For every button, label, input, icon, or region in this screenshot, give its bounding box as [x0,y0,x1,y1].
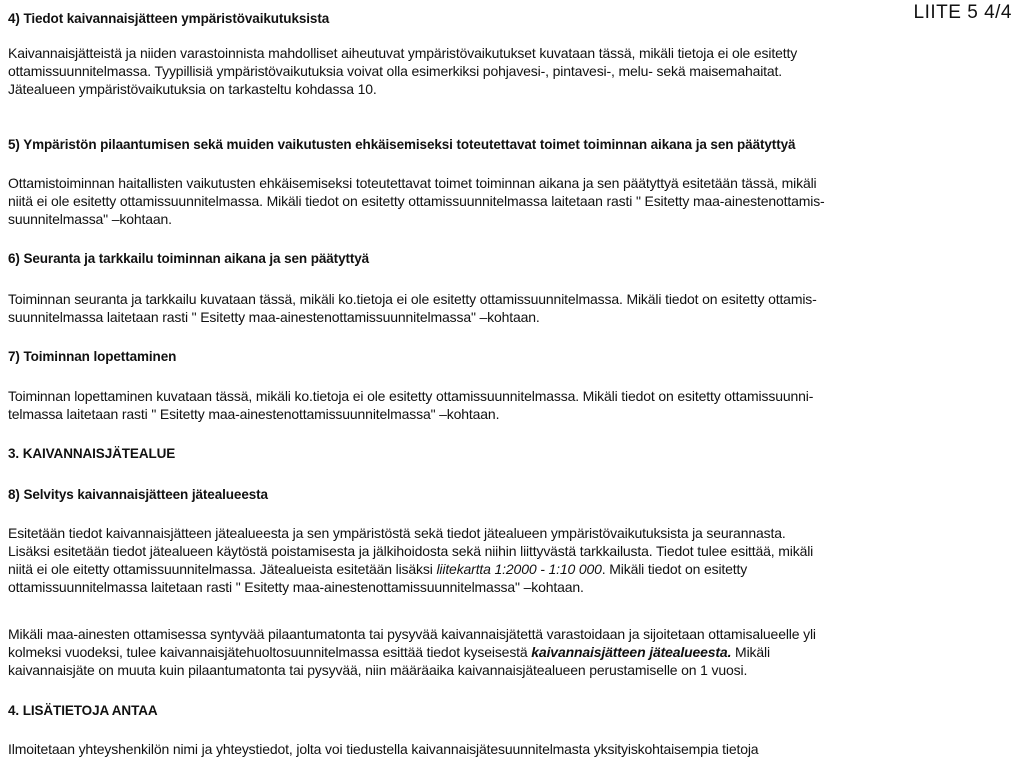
text-run: . Mikäli tiedot on esitetty [601,561,748,577]
text-line: Ilmoitetaan yhteyshenkilön nimi ja yhteystiedot, jolta voi tiedustella kaivannaisjätesuunnitelmasta yksityiskohtaisempia tietoja [8,741,759,757]
text-run: Mikäli [731,644,770,660]
text-line: Jätealueen ympäristövaikutuksia on tarkasteltu kohdassa 10. [8,81,377,97]
text-run: kolmeksi vuodeksi, tulee kaivannaisjätehuoltosuunnitelmassa esittää tiedot kyseisestä [8,644,532,660]
text-line: ottamissuunnitelmassa laitetaan rasti " Esitetty maa-ainestenottamissuunnitelmassa" –kohtaan. [8,579,584,595]
chapter-4-heading: 4. LISÄTIETOJA ANTAA [8,703,158,718]
text-line: ottamissuunnitelmassa. Tyypillisiä ympäristövaikutuksia voivat olla esimerkiksi pohjavesi-, pintavesi-, melu- sekä maisemahaitat. [8,63,783,79]
text-line [8,643,816,661]
text-line: Ottamistoiminnan haitallisten vaikutusten ehkäisemiseksi toteutettavat toimet toiminnan aikana ja sen päätyttyä esitetään tässä, mikäli [8,175,817,191]
section-8-paragraph-1 [8,524,813,596]
map-reference: liitekartta 1:2000 - 1:10 000 [436,561,602,577]
text-line: suunnitelmassa" –kohtaan. [8,211,172,227]
text-line: kaivannaisjäte on muuta kuin pilaantumatonta tai pysyvää, niin määräaika kaivannaisjätealueen perustamiselle on 1 vuosi. [8,662,748,678]
text-line: telmassa laitetaan rasti " Esitetty maa-ainestenottamissuunnitelmassa" –kohtaan. [8,406,500,422]
text-line: suunnitelmassa laitetaan rasti " Esitetty maa-ainestenottamissuunnitelmassa" –kohtaan. [8,309,540,325]
section-8-paragraph-2 [8,625,816,679]
text-line: Lisäksi esitetään tiedot jätealueen käytöstä poistamisesta ja jälkihoidosta sekä niihin liittyvästä tarkkailusta. Tiedot tulee esittää, mikäli [8,543,814,559]
text-line: Esitetään tiedot kaivannaisjätteen jätealueesta ja sen ympäristöstä sekä tiedot jätealueen ympäristövaikutuksista ja seurannasta. [8,525,786,541]
text-line [8,560,813,578]
section-7-heading: 7) Toiminnan lopettaminen [8,349,177,364]
section-8-heading: 8) Selvitys kaivannaisjätteen jätealueesta [8,487,268,502]
section-5-paragraph [8,174,825,228]
text-line: Toiminnan seuranta ja tarkkailu kuvataan tässä, mikäli ko.tietoja ei ole esitetty ottamissuunnitelmassa. Mikäli tiedot on esitetty ottamis- [8,291,817,307]
section-4-heading: 4) Tiedot kaivannaisjätteen ympäristövaikutuksista [8,11,330,26]
text-line: Toiminnan lopettaminen kuvataan tässä, mikäli ko.tietoja ei ole esitetty ottamissuunnitelmassa. Mikäli tiedot on esitetty ottamissuunni- [8,388,814,404]
text-line: Mikäli maa-ainesten ottamisessa syntyvää pilaantumatonta tai pysyvää kaivannaisjätettä varastoidaan ja sijoitetaan ottamisalueelle yli [8,626,816,642]
section-5-heading: 5) Ympäristön pilaantumisen sekä muiden vaikutusten ehkäisemiseksi toteutettavat toimet toiminnan aikana ja sen päätyttyä [8,137,796,152]
text-run: niitä ei ole eitetty ottamissuunnitelmassa. Jätealueista esitetään lisäksi [8,561,437,577]
emphasis-text: kaivannaisjätteen jätealueesta. [531,644,732,660]
section-6-paragraph [8,290,817,326]
section-7-paragraph [8,387,813,423]
page-label: LIITE 5 4/4 [913,2,1012,23]
section-6-heading: 6) Seuranta ja tarkkailu toiminnan aikana ja sen päätyttyä [8,251,370,266]
chapter-3-heading: 3. KAIVANNAISJÄTEALUE [8,446,176,461]
chapter-4-paragraph [8,740,758,758]
text-line: niitä ei ole esitetty ottamissuunnitelmassa. Mikäli tiedot on esitetty ottamissuunnitelmassa laitetaan rasti " Esitetty maa-ainestenottamis- [8,193,825,209]
section-4-paragraph [8,44,797,98]
text-line: Kaivannaisjätteistä ja niiden varastoinnista mahdolliset aiheutuvat ympäristövaikutukset kuvataan tässä, mikäli tietoja ei ole esitetty [8,45,798,61]
